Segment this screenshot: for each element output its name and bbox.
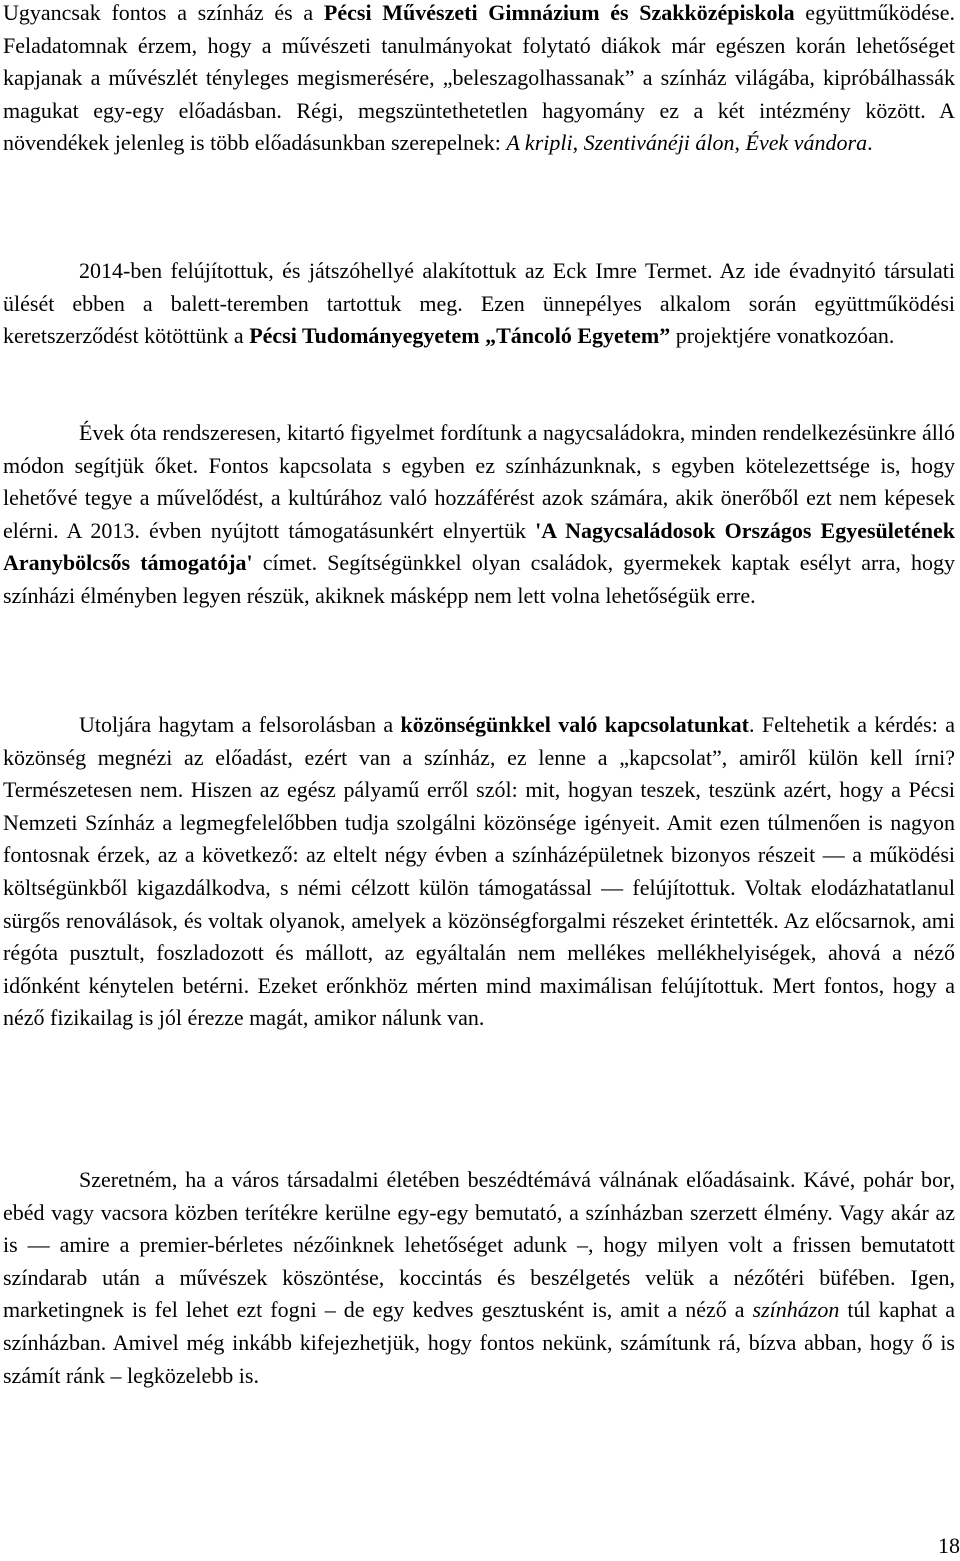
bold-text: Pécsi Tudományegyetem „Táncoló Egyetem” (249, 323, 671, 349)
paragraph-gimnazium (3, 0, 955, 160)
text-segment: , (572, 130, 584, 156)
paragraph-nagycsaladok (3, 417, 955, 613)
page-number: 18 (938, 1533, 960, 1558)
text-segment: projektjére vonatkozóan. (670, 323, 895, 349)
text-segment: , (734, 130, 746, 156)
text-segment: 2014-ben felújítottuk, és játszóhellyé alakítottuk az Eck Imre Termet. Az ide évadnyitó társulati ülését ebben a balett-teremben tartottuk meg. Ezen ünnepélyes alkalom során együttműködési keretszerződést kötöttünk a (3, 258, 955, 349)
text-segment: Szeretném, ha a város társadalmi életében beszédtémává válnának előadásaink. Kávé, pohár bor, ebéd vagy vacsora közben terítékre kerülne egy-egy bemutató, a színházban szerzett élmény. Vagy akár az is — amire a premier-bérletes nézőinknek lehetőséget adunk –, hogy milyen volt a frissen bemutatott színdarab után a művészek köszöntése, koccintás és beszélgetés velük a nézőtéri büfében. Igen, marketingnek is fel lehet ezt fogni – de egy kedves gesztusként is, amit a néző a (3, 1167, 955, 1323)
italic-text: színházon (752, 1297, 840, 1323)
text-segment: Utoljára hagytam a felsorolásban a (79, 712, 401, 737)
text-segment: Évek óta rendszeresen, kitartó figyelmet fordítunk a nagycsaládokra, minden rendelkezésünkre álló módon segítjük őket. Fontos kapcsolata s egyben ez színházunknak, s egyben kötelezettsége is, hogy lehetővé tegye a művelődést, a kultúrához való hozzáférést azok számára, akik önerőből ezt nem képesek elérni. A 2013. évben nyújtott támogatásunkért elnyertük (3, 420, 955, 543)
paragraph-beszedtema (3, 1164, 955, 1392)
bold-text: Pécsi Művészeti Gimnázium és Szakközépiskola (323, 0, 795, 25)
bold-text: 'A Nagycsaládosok Országos Egyesületének Aranybölcsős támogatója' (3, 517, 955, 576)
text-segment: Ugyancsak fontos a színház és a (3, 0, 324, 25)
paragraph-kozonseg (3, 709, 955, 1035)
italic-title: Szentivánéji álon (583, 130, 735, 156)
paragraph-eck-imre-terem (3, 255, 955, 353)
bold-text: közönségünkkel való kapcsolatunkat (400, 712, 749, 737)
text-segment: címet. Segítségünkkel olyan családok, gyermekek kaptak esélyt arra, hogy színházi élményben legyen részük, akiknek másképp nem lett volna lehetőségük erre. (3, 550, 955, 608)
text-segment: . Feltehetik a kérdés: a közönség megnézi az előadást, ezért van a színház, ez lenne a „kapcsolat”, amiről külön kell írni? Természetesen nem. Hiszen az egész pályamű erről szól: mit, hogyan teszek, teszünk azért, hogy a Pécsi Nemzeti Színház a legmegfelelőbben tudja szolgálni közönsége igényeit. Amit ezen túlmenően is nagyon fontosnak érzek, az a következő: az eltelt négy évben a színházépületnek bizonyos részeit — a működési költségünkből kigazdálkodva, s némi célzott külön támogatással — felújítottuk. Voltak elodázhatatlanul sürgős renoválások, és voltak olyanok, amelyek a közönségforgalmi részeket érintették. Az előcsarnok, ami régóta pusztult, foszladozott és mállott, az egyáltalán nem mellékes mellékhelyiségek, ahová a néző időnként kénytelen betérni. Ezeket erőnkhöz mérten mind maximálisan felújítottuk. Mert fontos, hogy a néző fizikailag is jól érezze magát, amikor nálunk van. (3, 712, 955, 1031)
text-segment: túl kaphat a színházban. Amivel még inkább kifejezhetjük, hogy fontos nekünk, számítunk rá, bízva abban, hogy ő is számít ránk – legközelebb is. (3, 1297, 955, 1388)
text-segment: . (867, 130, 873, 156)
italic-title: Évek vándora (745, 130, 868, 156)
italic-title: A kripli (506, 130, 573, 156)
text-segment: együttműködése. Feladatomnak érzem, hogy a művészeti tanulmányokat folytató diákok már egészen korán lehetőséget kapjanak a művészlét tényleges megismerésére, „beleszagolhassanak” a színház világába, kipróbálhassák magukat egy-egy előadásban. Régi, megszüntethetetlen hagyomány ez a két intézmény között. A növendékek jelenleg is több előadásunkban szerepelnek: (3, 0, 955, 156)
